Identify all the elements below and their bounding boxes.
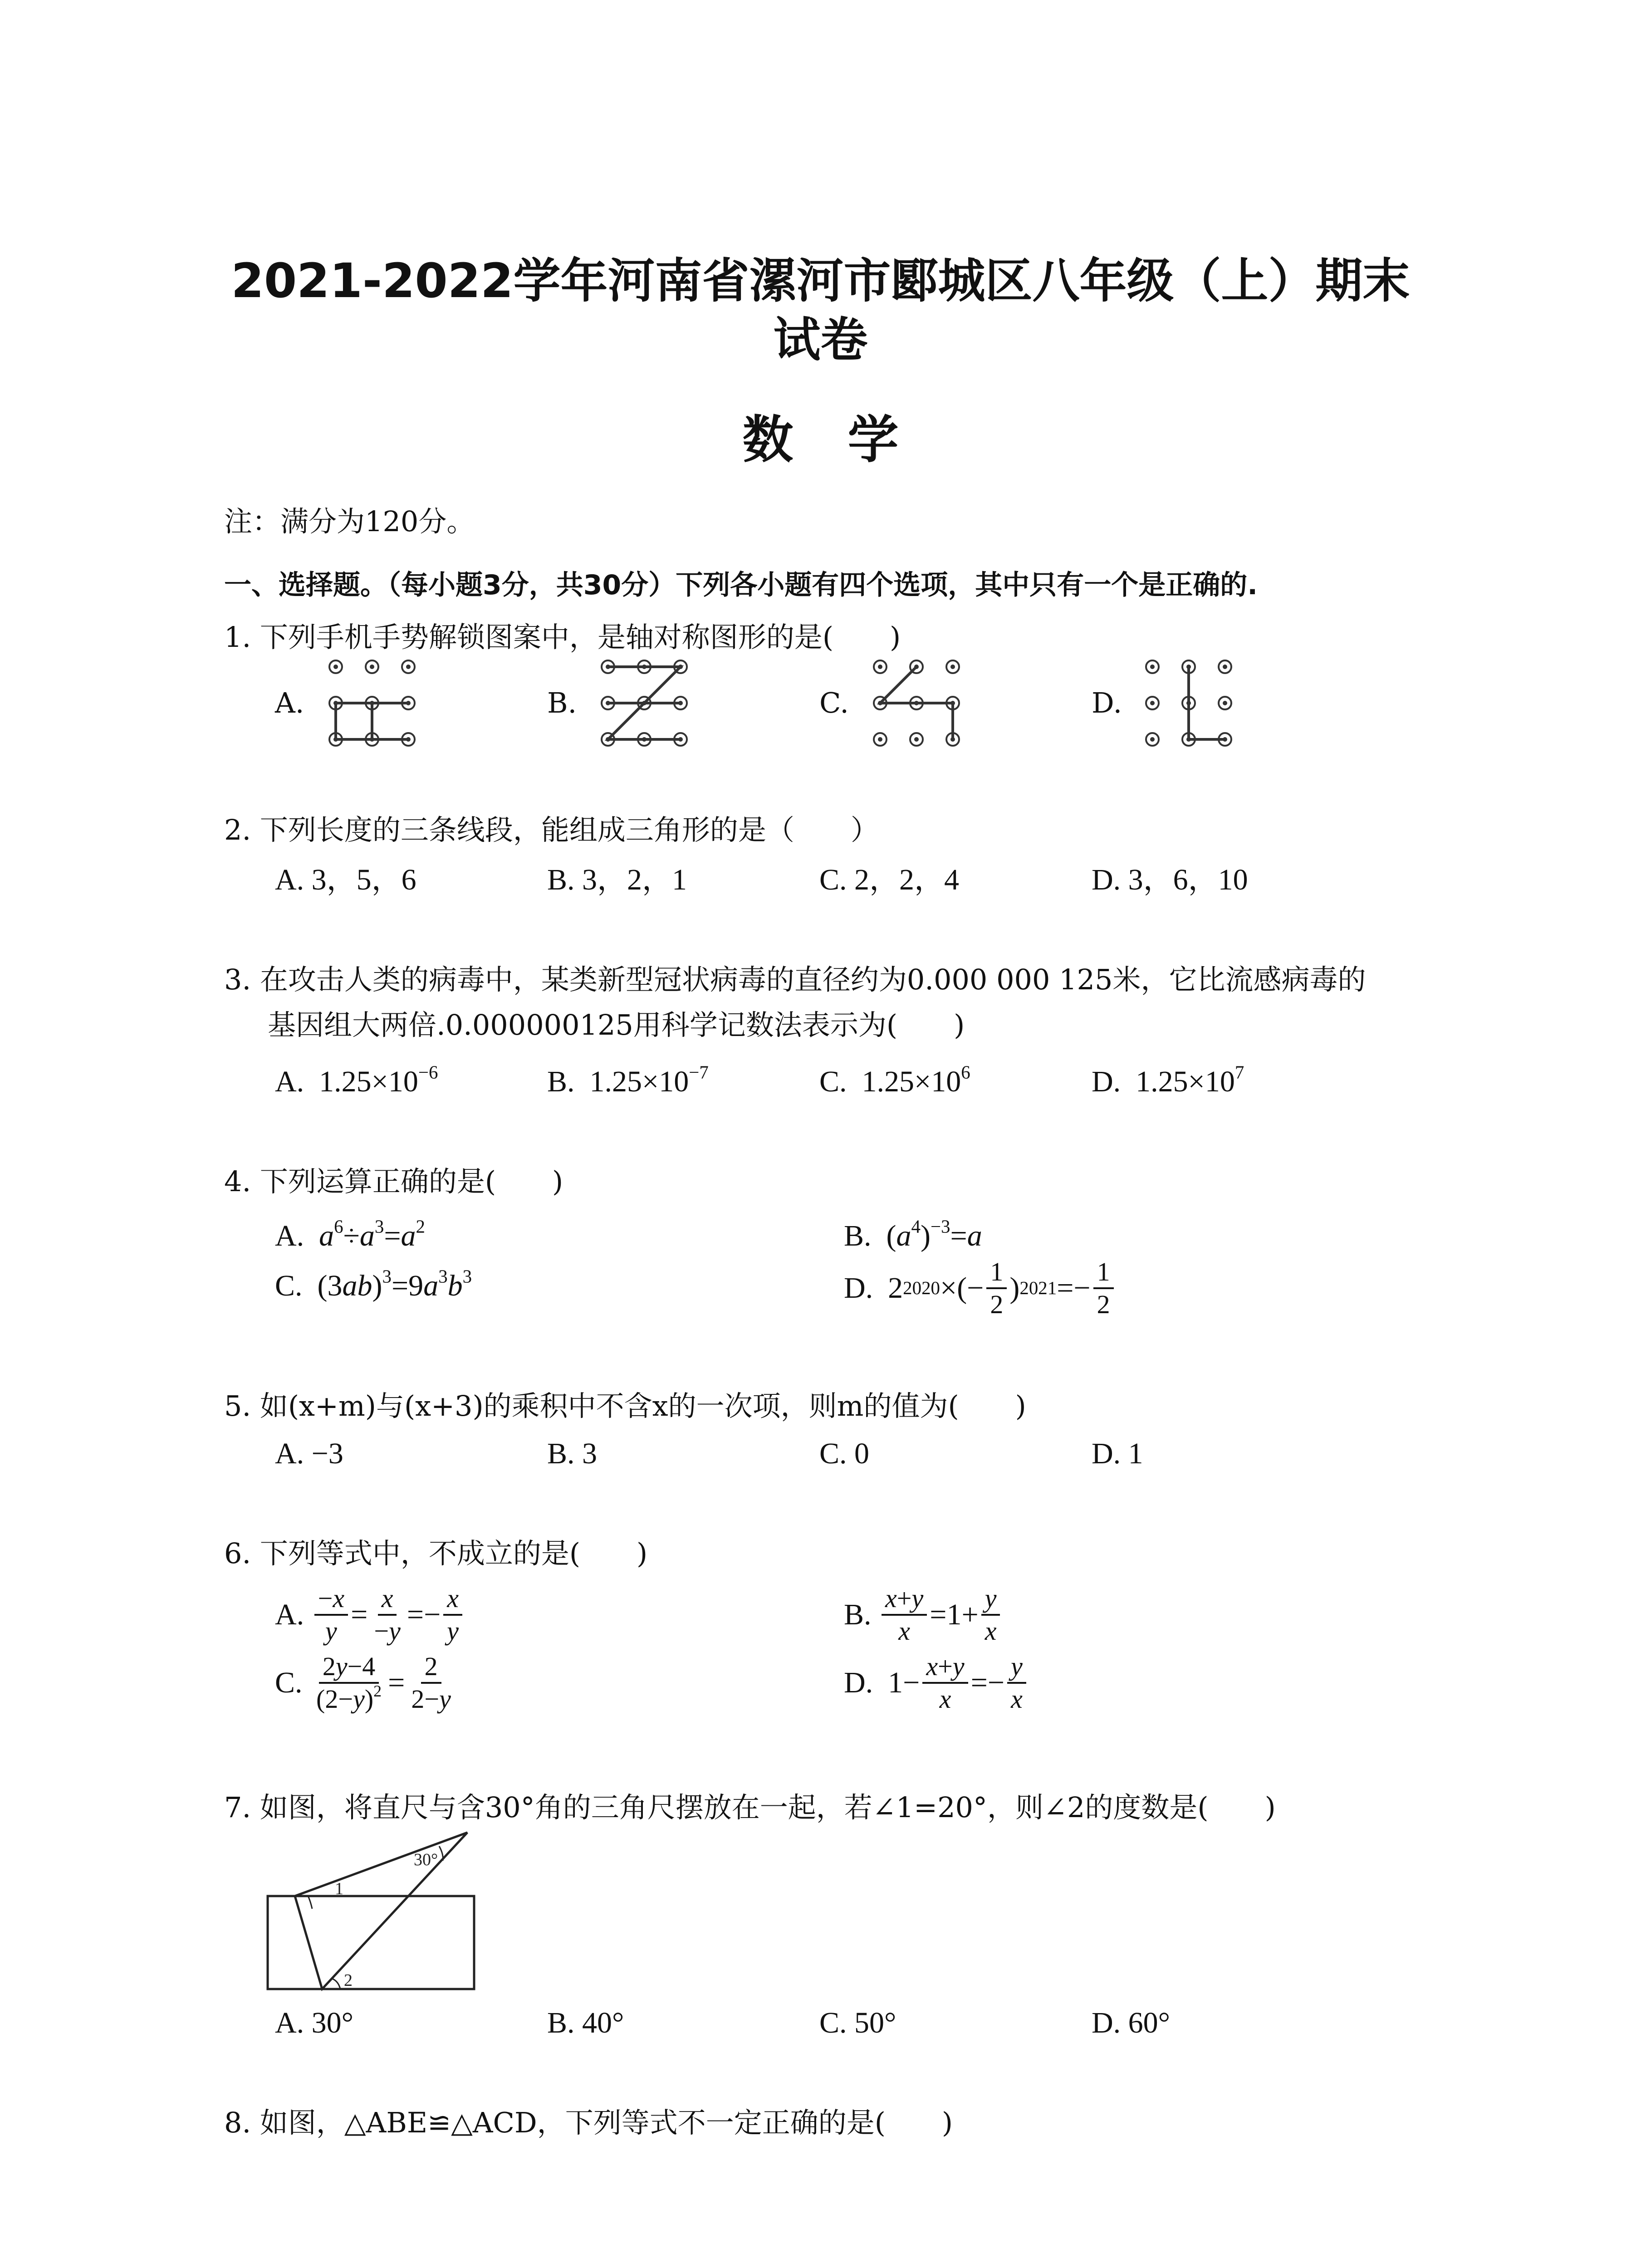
unlock-pattern-b xyxy=(590,658,699,767)
q7-option-d: D. 60° xyxy=(1092,2006,1171,2039)
q2-option-d: D. 3，6，10 xyxy=(1092,863,1248,896)
q7-option-a: A. 30° xyxy=(275,2006,354,2039)
page-title-line2: 试卷 xyxy=(773,312,868,367)
q4-option-a: A. $a^6\div a^3=a^2$ xyxy=(275,1216,425,1252)
question-3-stem-line2: 基因组大两倍.0.000000125用科学记数法表示为( ) xyxy=(268,1008,965,1041)
unlock-pattern-c xyxy=(862,658,971,767)
q1-option-c-label: C. xyxy=(819,686,849,719)
score-note: 注：满分为120分。 xyxy=(224,505,475,538)
q4-option-d: D. 2 2020 ×(− $\frac{1}{2}$ ) 2021 =− $\frac{1}{2}$ xyxy=(844,1256,1117,1320)
q7-option-c: C. 50° xyxy=(819,2006,896,2039)
q1-option-a-label: A. xyxy=(275,686,304,719)
q6-option-c: C. $\frac{2y-4}{(2-y)^2}$ = $\frac{2}{2-y}$ xyxy=(275,1652,451,1714)
q3-option-c: C. $1.25\times 10^6$ xyxy=(819,1062,970,1098)
q5-option-b: B. 3 xyxy=(547,1437,598,1470)
angle-30-label: 30° xyxy=(414,1850,438,1869)
q1-option-b-label: B. xyxy=(547,686,577,719)
q5-option-d: D. 1 xyxy=(1092,1437,1143,1470)
question-6-stem: 6. 下列等式中，不成立的是( ) xyxy=(224,1537,648,1570)
question-8-stem: 8. 如图，△ABE≌△ACD，下列等式不一定正确的是( ) xyxy=(224,2106,953,2139)
question-2-stem: 2. 下列长度的三条线段，能组成三角形的是（ ） xyxy=(224,813,879,846)
q4-option-b: B. $(a^4)^{-3}=a$ xyxy=(844,1216,982,1252)
q7-option-b: B. 40° xyxy=(547,2006,624,2039)
ruler-triangle-figure xyxy=(254,1828,490,2000)
unlock-pattern-a xyxy=(318,658,426,767)
q4-option-c: C. $(3ab)^3=9a^3b^3$ xyxy=(275,1266,472,1302)
q2-option-c: C. 2，2，4 xyxy=(819,863,960,896)
q1-option-d-label: D. xyxy=(1092,686,1122,719)
question-5-stem: 5. 如(x+m)与(x+3)的乘积中不含x的一次项，则m的值为( ) xyxy=(224,1389,1026,1422)
question-7-stem: 7. 如图，将直尺与含30°角的三角尺摆放在一起，若∠1=20°，则∠2的度数是( ) xyxy=(224,1791,1276,1824)
q6-option-a: A. $\frac{-x}{y}$ = $\frac{x}{-y}$ =− $\frac{x}{y}$ xyxy=(275,1583,465,1647)
q5-option-a: A. −3 xyxy=(275,1437,343,1470)
q2-option-a: A. 3，5，6 xyxy=(275,863,416,896)
angle-2-label: 2 xyxy=(344,1971,353,1990)
question-4-stem: 4. 下列运算正确的是( ) xyxy=(224,1165,563,1198)
question-3-stem-line1: 3. 在攻击人类的病毒中，某类新型冠状病毒的直径约为0.000 000 125米，它比流感病毒的 xyxy=(224,963,1366,996)
q3-option-a: A. $1.25\times 10^{-6}$ xyxy=(275,1062,438,1098)
question-1-stem: 1. 下列手机手势解锁图案中，是轴对称图形的是( ) xyxy=(224,621,901,654)
q3-option-d: D. $1.25\times 10^7$ xyxy=(1092,1062,1244,1098)
angle-1-label: 1 xyxy=(335,1879,343,1898)
unlock-pattern-d xyxy=(1134,658,1243,767)
q5-option-c: C. 0 xyxy=(819,1437,870,1470)
q6-option-b: B. $\frac{x+y}{x}$ =1+ $\frac{y}{x}$ xyxy=(844,1583,1003,1647)
q3-option-b: B. $1.25\times 10^{-7}$ xyxy=(547,1062,709,1098)
subject-title: 数学 xyxy=(742,411,953,469)
section-heading: 一、选择题。（每小题3分，共30分）下列各小题有四个选项，其中只有一个是正确的. xyxy=(224,569,1258,601)
page-title: 2021-2022学年河南省漯河市郾城区八年级（上）期末 xyxy=(231,253,1410,308)
q6-option-d: D. 1− $\frac{x+y}{x}$ =− $\frac{y}{x}$ xyxy=(844,1651,1029,1715)
q2-option-b: B. 3，2，1 xyxy=(547,863,687,896)
